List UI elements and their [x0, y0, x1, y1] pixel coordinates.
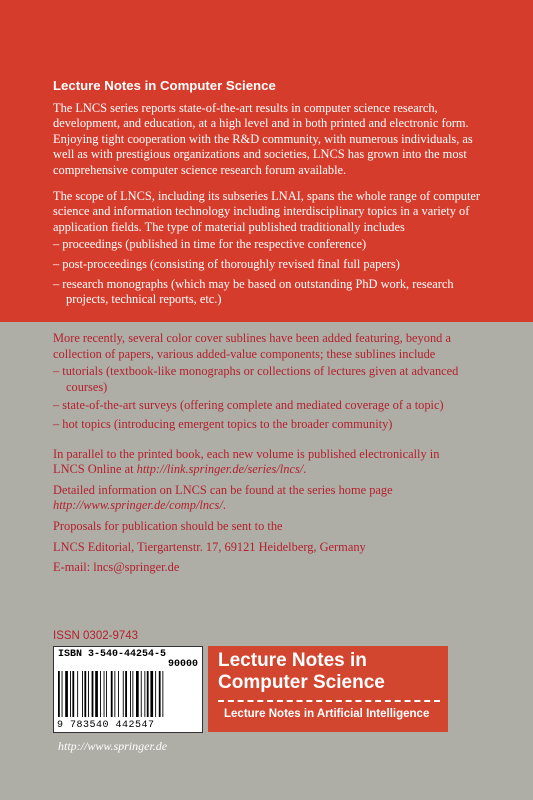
- online-text: In parallel to the printed book, each new volume is published electronically in LNCS Online at: [53, 446, 440, 477]
- list-item: – research monographs (which may be based on outstanding PhD work, research projects, technical reports, etc.): [53, 276, 454, 307]
- email-contact[interactable]: E-mail: lncs@springer.de: [53, 560, 180, 575]
- barcode-isbn: ISBN 3-540-44254-5: [58, 649, 167, 660]
- detail-paragraph: [53, 483, 473, 514]
- logo-divider: [218, 700, 440, 702]
- barcode-number: 9 783540 442547: [57, 720, 155, 731]
- series-description: [53, 78, 493, 312]
- series-home-link[interactable]: http://www.springer.de/comp/lncs/: [53, 498, 223, 513]
- isbn-barcode: [53, 646, 203, 733]
- sublines-list: [53, 364, 473, 432]
- issn-number: ISSN 0302-9743: [53, 630, 139, 642]
- list-item: – proceedings (published in time for the respective conference): [53, 237, 367, 252]
- proposals-text: Proposals for publication should be sent to the: [53, 518, 283, 533]
- logo-title-line2: Computer Science: [218, 672, 385, 693]
- barcode-price-code: 90000: [167, 659, 198, 670]
- online-end: .: [303, 462, 307, 477]
- logo-subtitle: Lecture Notes in Artificial Intelligence: [224, 708, 430, 720]
- editorial-address: LNCS Editorial, Tiergartenstr. 17, 69121 Heidelberg, Germany: [53, 539, 366, 554]
- list-item: – tutorials (textbook-like monographs or collections of lectures given at advanced courses): [53, 364, 459, 394]
- lncs-logo: [208, 646, 448, 732]
- detail-end: .: [222, 498, 226, 513]
- online-link[interactable]: http://link.springer.de/series/lncs/: [136, 462, 304, 477]
- series-intro-paragraph: The LNCS series reports state-of-the-art results in computer science research, development, and education, at a high level and in both printed and electronic form. Enjoying tight cooperation with the R&D community, with numerous individuals, as well as with prestigious organizations and societies, LNCS has grown into the most comprehensive computer science research forum available.: [53, 100, 473, 177]
- list-item: – state-of-the-art surveys (offering complete and mediated coverage of a topic): [53, 398, 444, 413]
- sublines-paragraph: More recently, several color cover sublines have been added featuring, beyond a collection of papers, various added-value components; these sublines include: [53, 331, 451, 361]
- list-item: – post-proceedings (consisting of thoroughly revised final full papers): [53, 256, 400, 271]
- series-scope-paragraph: The scope of LNCS, including its subseries LNAI, spans the whole range of computer science and information technology including interdisciplinary topics in a variety of application fields. The type of material published traditionally includes: [53, 188, 481, 234]
- publisher-url[interactable]: http://www.springer.de: [58, 739, 168, 753]
- detail-text: Detailed information on LNCS can be found at the series home page: [53, 482, 393, 497]
- online-paragraph: [53, 447, 473, 478]
- logo-title-line1: Lecture Notes in: [218, 650, 367, 671]
- barcode-bars: [58, 671, 198, 717]
- series-heading: Lecture Notes in Computer Science: [53, 78, 276, 93]
- sublines-description: [53, 331, 473, 581]
- material-list: [53, 237, 493, 307]
- list-item: – hot topics (introducing emergent topics to the broader community): [53, 416, 393, 431]
